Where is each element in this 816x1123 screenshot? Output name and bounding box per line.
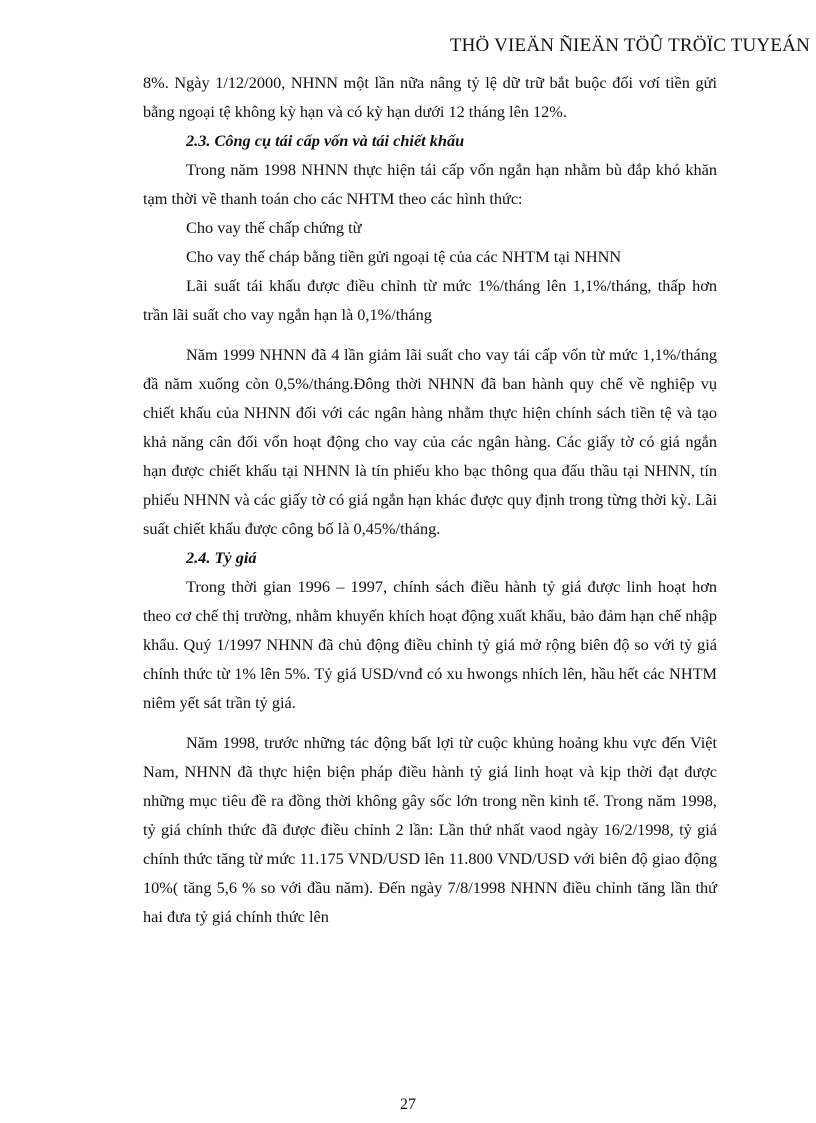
paragraph: 8%. Ngày 1/12/2000, NHNN một lần nữa nâng tỷ lệ dữ trữ bắt buộc đối vơí tiền gửi bằng ngoại tệ không kỳ hạn và có kỳ hạn dưới 12 tháng lên 12%. xyxy=(143,73,717,121)
paragraph: Lãi suất tái khấu được điều chỉnh từ mức 1%/tháng lên 1,1%/tháng, thấp hơn trần lãi suất cho vay ngắn hạn là 0,1%/tháng xyxy=(143,276,717,324)
paragraph: Trong năm 1998 NHNN thực hiện tái cấp vốn ngắn hạn nhằm bù đắp khó khăn tạm thời về thanh toán cho các NHTM theo các hình thức: xyxy=(143,160,717,208)
section-heading: 2.4. Tỷ giá xyxy=(186,548,257,567)
paragraph: Năm 1998, trước những tác động bất lợi từ cuộc khủng hoảng khu vực đến Việt Nam, NHNN đã thực hiện biện pháp điều hành tỷ giá linh hoạt và kịp thời đạt được những mục tiêu đề ra đồng thời không gây sốc lớn trong nền kinh tế. Trong năm 1998, tỷ giá chính thức đã được điều chỉnh 2 lần: Lần thứ nhất vaod ngày 16/2/1998, tỷ giá chính thức tăng từ mức 11.175 VND/USD lên 11.800 VND/USD với biên độ giao động 10%( tăng 5,6 % so với đầu năm). Đến ngày 7/8/1998 NHNN điều chỉnh tăng lần thứ hai đưa tỷ giá chính thức lên xyxy=(143,733,717,926)
section-heading: 2.3. Công cụ tái cấp vốn và tái chiết khấu xyxy=(186,131,465,150)
page-body xyxy=(143,68,717,931)
page-number: 27 xyxy=(400,1096,416,1113)
list-item: Cho vay thế chấp chứng từ xyxy=(186,218,362,237)
list-item: Cho vay thế cháp bằng tiền gửi ngoại tệ của các NHTM tại NHNN xyxy=(186,247,622,266)
paragraph: Năm 1999 NHNN đã 4 lần giảm lãi suất cho vay tái cấp vốn từ mức 1,1%/tháng đầ năm xuống còn 0,5%/tháng.Đông thời NHNN đã ban hành quy chế về nghiệp vụ chiết khấu của NHNN đối với các ngân hàng nhằm thực hiện chính sách tiền tệ và tạo khả năng cân đối vốn hoạt động cho vay của các ngân hàng. Các giấy tờ có giá ngắn hạn được chiết khấu tại NHNN là tín phiếu kho bạc thông qua đấu thầu tại NHNN, tín phiếu NHNN và các giấy tờ có giá ngắn hạn khác được quy định trong từng thời kỳ. Lãi suất chiết khấu được công bố là 0,45%/tháng. xyxy=(143,345,717,538)
paragraph: Trong thời gian 1996 – 1997, chính sách điều hành tỷ giá được linh hoạt hơn theo cơ chế thị trường, nhằm khuyến khích hoạt động xuất khẩu, bảo đảm hạn chế nhập khẩu. Quý 1/1997 NHNN đã chủ động điều chỉnh tỷ giá mở rộng biên độ so với tỷ giá chính thức từ 1% lên 5%. Tỷ giá USD/vnđ có xu hwongs nhích lên, hầu hết các NHTM niêm yết sát trần tỷ giá. xyxy=(143,577,717,712)
page-header: THÖ VIEÄN ÑIEÄN TÖÛ TRÖÏC TUYEÁN xyxy=(449,35,810,56)
